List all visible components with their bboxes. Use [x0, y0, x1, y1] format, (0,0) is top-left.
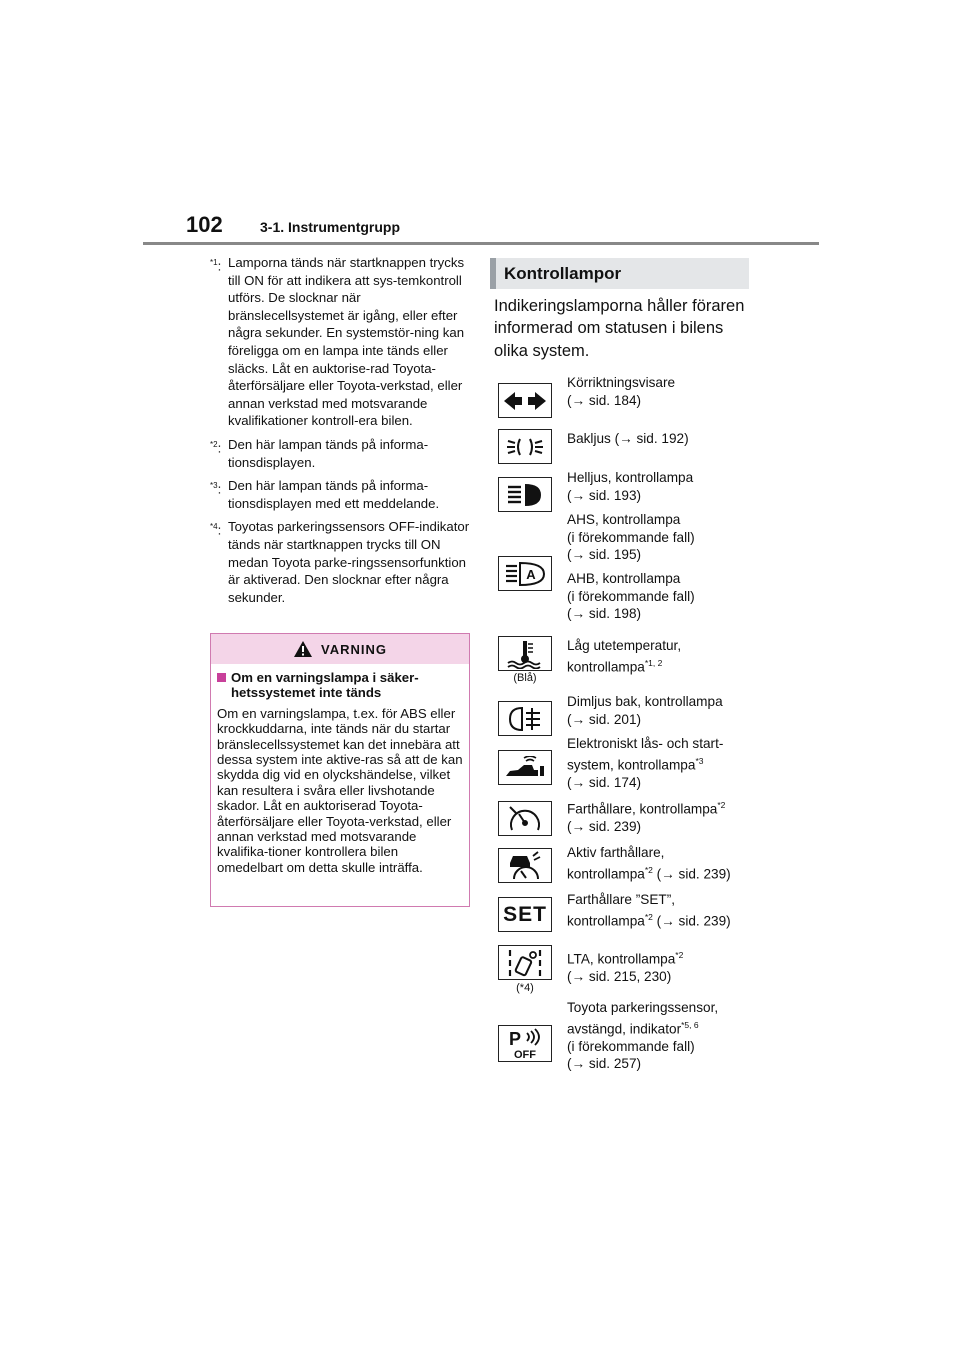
smart-key-icon [504, 756, 546, 780]
parking-sensor-off-indicator [498, 1025, 552, 1062]
page-number: 102 [186, 212, 223, 237]
label-line [567, 1017, 757, 1038]
label-text: LTA, kontrollampa [567, 951, 676, 967]
rear-fog-indicator [498, 701, 552, 736]
page-ref: (→ sid. 193) [567, 487, 642, 503]
warning-box [210, 633, 470, 907]
tail-light-label: Bakljus (→ sid. 192) [567, 431, 689, 446]
label-line: (i förekommande fall) [567, 529, 695, 545]
ahs-ahb-indicator [498, 556, 552, 591]
label-line: Helljus, kontrollampa [567, 470, 694, 485]
ahs-label [567, 511, 757, 564]
page-ref: (→ sid. 239) [652, 913, 731, 929]
footnote [210, 518, 472, 606]
cruise-set-label [567, 891, 757, 930]
label-text: kontrollampa [567, 866, 645, 882]
high-beam-label [567, 469, 757, 504]
label-line [567, 862, 757, 883]
label-line: (i förekommande fall) [567, 1038, 695, 1054]
section-heading: Kontrollampor [490, 258, 749, 289]
footnote-mark: $^{*2}$: [210, 439, 222, 456]
label-line: AHS, kontrollampa [567, 512, 681, 527]
lta-label [567, 947, 757, 986]
label-line: AHB, kontrollampa [567, 571, 681, 586]
tail-light-icon [505, 435, 545, 459]
low-temp-label [567, 637, 757, 676]
label-line: (i förekommande fall) [567, 588, 695, 604]
cruise-control-icon [505, 805, 545, 833]
low-temperature-icon [505, 639, 545, 669]
rear-fog-light-icon [505, 705, 545, 733]
footnote [210, 254, 472, 430]
label-text: kontrollampa [567, 913, 645, 929]
chapter-title: 3-1. Instrumentgrupp [260, 219, 401, 235]
active-cruise-label [567, 844, 757, 883]
active-cruise-control-icon [504, 851, 546, 881]
header-rule [143, 242, 819, 245]
label-line [567, 947, 757, 968]
label-line: Låg utetemperatur, [567, 638, 682, 653]
footnote-text: Toyotas parkeringssensors OFF-indikator tänds när startknappen trycks till ON medan Toyota parke-ringssensorfunktion är aktiverad. Den slocknar efter några sekunder. [228, 519, 470, 605]
footnote-ref: *3 [695, 755, 704, 766]
page-ref: (→ sid. 198) [567, 606, 642, 622]
label-text: avstängd, indikator [567, 1021, 682, 1037]
warning-title: VARNING [321, 641, 387, 657]
warning-triangle-icon [293, 640, 313, 658]
warning-header [211, 634, 469, 664]
active-cruise-indicator [498, 848, 552, 883]
footnotes [210, 254, 472, 612]
page-ref: (→ sid. 184) [567, 392, 642, 408]
svg-text:OFF: OFF [514, 1048, 536, 1060]
warning-text: Om en varningslampa, t.ex. för ABS eller krockkuddarna, inte tänds när du startar bränslecellssystemet kan det innebära att dessa system inte aktive-ras så att de kan skydda dig vid en olyckshändelse, vilket kan resultera i svåra eller livshotande skador. Låt en auktoriserad Toyota-återförsäljare eller Toyota-verkstad, eller annan verkstad med motsvarande kvalifika-tioner kontrollera bilen omedelbart om detta skulle inträffa. [217, 705, 463, 875]
label-line [567, 655, 757, 676]
footnote-mark: $^{*3}$: [210, 481, 222, 497]
set-icon: SET [503, 902, 547, 926]
svg-text:P: P [508, 1028, 522, 1049]
page-ref: (→ sid. 257) [567, 1056, 642, 1072]
smart-key-indicator [498, 750, 552, 785]
page-ref: (→ sid. 215, 230) [567, 969, 672, 985]
section-intro: Indikeringslamporna håller föraren informerad om statusen i bilens olika system. [494, 297, 745, 360]
warning-subtitle-text: Om en varningslampa i säker-hetssystemet inte tänds [231, 670, 419, 701]
parking-sensor-label [567, 999, 757, 1073]
lta-indicator [498, 945, 552, 980]
footnote-ref: *2 [644, 864, 653, 875]
label-text: system, kontrollampa [567, 757, 696, 773]
rear-fog-label [567, 693, 757, 728]
footnote-ref: *2 [675, 950, 684, 960]
cruise-set-indicator [498, 897, 552, 932]
page-ref: (→ sid. 239) [567, 819, 642, 835]
label-line: Dimljus bak, kontrollampa [567, 694, 723, 709]
footnote [210, 436, 472, 471]
label-line [567, 753, 757, 774]
turn-signal-indicator [498, 383, 552, 418]
low-temp-indicator [498, 636, 552, 671]
label-line: Toyota parkeringssensor, [567, 1000, 719, 1015]
page-ref: (→ sid. 201) [567, 711, 642, 727]
parking-sensor-off-icon [503, 1028, 547, 1060]
label-text: Farthållare, kontrollampa [567, 801, 718, 817]
high-beam-indicator [498, 477, 552, 512]
cruise-control-label [567, 797, 757, 836]
warning-subtitle [217, 670, 463, 701]
smart-key-label [567, 735, 757, 791]
label-text: kontrollampa [567, 659, 645, 675]
footnote-mark: $^{*4}$: [210, 522, 222, 538]
footnote-text: Den här lampan tänds på informa-tionsdisplayen. [228, 436, 429, 470]
footnote [210, 477, 472, 512]
lane-tracing-icon [505, 948, 545, 978]
turn-signal-label [567, 374, 757, 409]
cruise-control-indicator [498, 801, 552, 836]
tail-light-indicator [498, 429, 552, 464]
turn-signal-arrows-icon [503, 390, 547, 412]
footnote-ref: *2 [644, 911, 653, 922]
square-bullet-icon [217, 673, 226, 682]
label-line: Körriktningsvisare [567, 375, 676, 390]
page-ref: (→ sid. 239) [652, 866, 731, 882]
low-temp-caption: (Blå) [513, 672, 537, 684]
label-line [567, 797, 757, 818]
label-line: Elektroniskt lås- och start- [567, 736, 724, 751]
footnote-text: Lamporna tänds när startknappen trycks till ON för att indikera att sys-temkontroll utförs. De slocknar när bränslecellsystemet är igång, eller efter några sekunder. En systemstör-ning kan föreligga om en lampa inte tänds eller släcks. Låt en auktorise-rad Toyota-återförsäljare eller Toyota-verkstad, eller annan verkstad med motsvarande kvalifikationer kontroll-era bilen. [228, 255, 465, 429]
footnote-ref: *1, 2 [644, 657, 663, 668]
warning-body [211, 664, 469, 875]
label-line: Farthållare ”SET”, [567, 892, 676, 907]
svg-text:A: A [526, 566, 536, 582]
lta-caption: (*4) [516, 982, 534, 994]
auto-high-beam-icon [504, 561, 546, 587]
label-line [567, 909, 757, 930]
footnote-mark: $^{*1}$: [210, 258, 222, 274]
label-line: Aktiv farthållare, [567, 845, 665, 860]
footnote-ref: *5, 6 [681, 1019, 699, 1030]
high-beam-icon [505, 482, 545, 508]
page-ref: (→ sid. 174) [567, 774, 642, 790]
footnote-ref: *2 [717, 800, 726, 810]
ahb-label [567, 570, 757, 623]
page-ref: (→ sid. 195) [567, 547, 642, 563]
footnote-text: Den här lampan tänds på informa-tionsdisplayen med ett meddelande. [228, 478, 440, 511]
